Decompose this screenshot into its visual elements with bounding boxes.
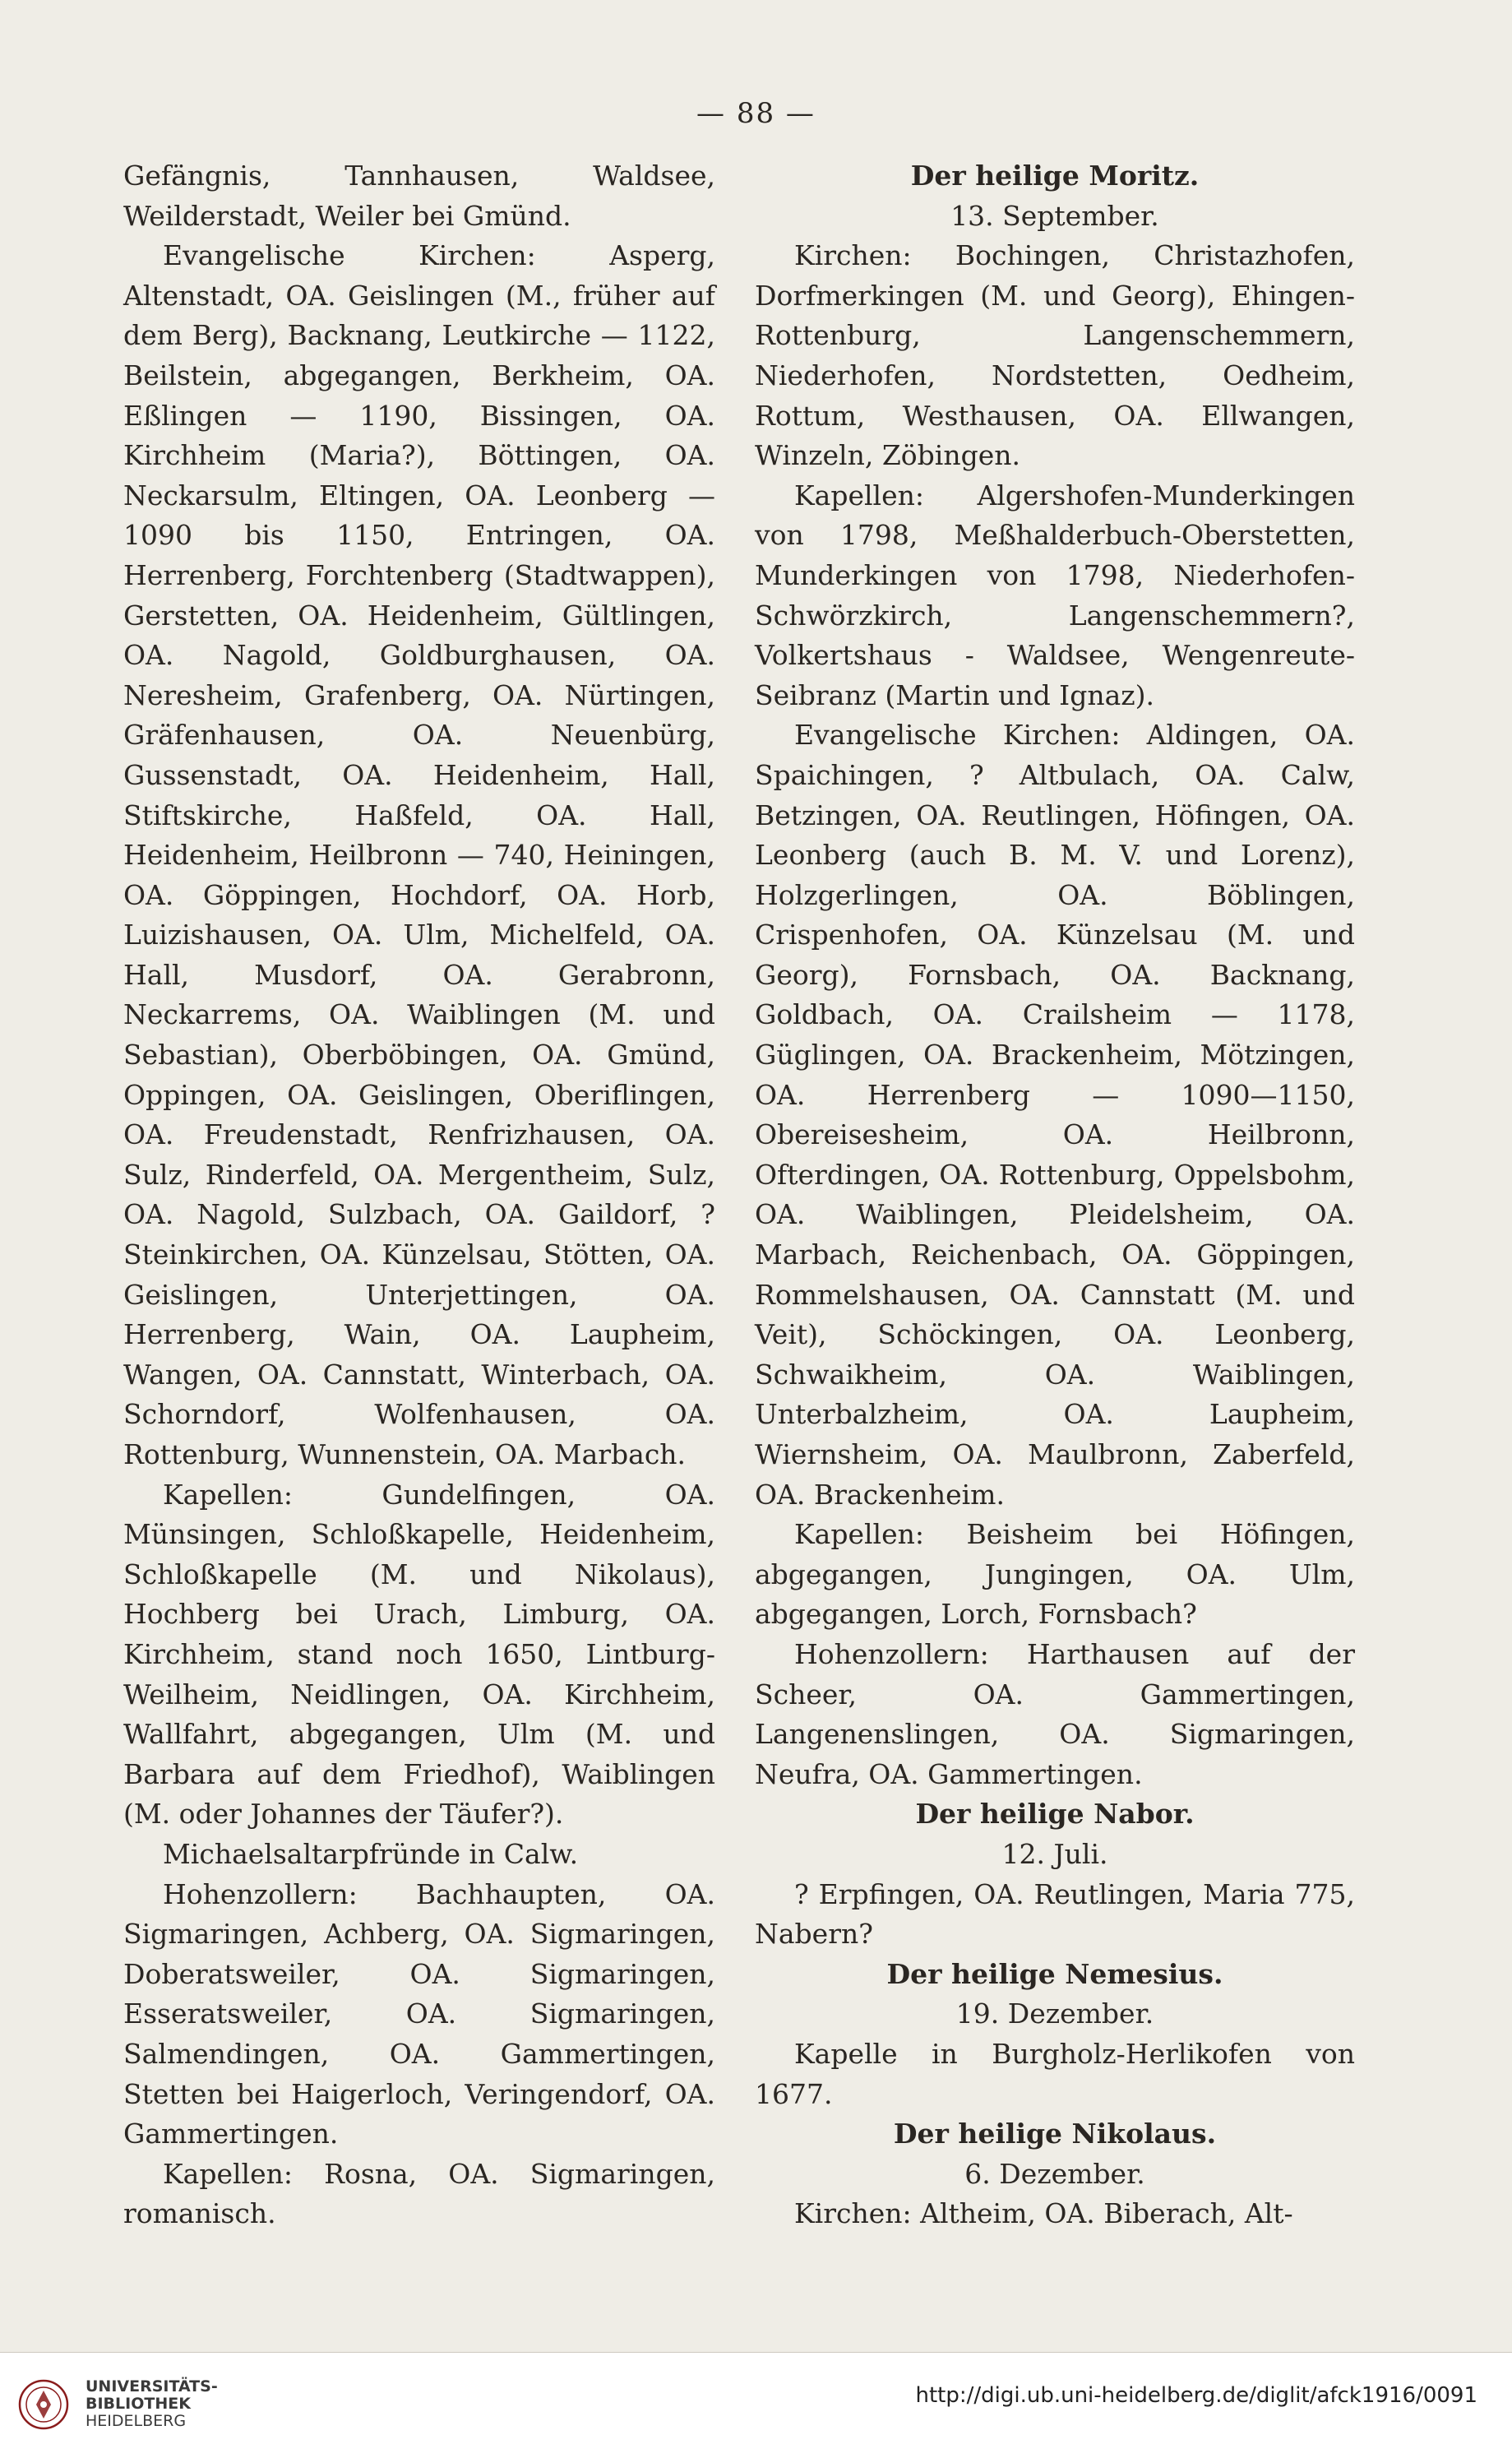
- library-name-line: BIBLIOTHEK: [86, 2395, 191, 2413]
- paragraph: Evangelische Kirchen: Aldingen, OA. Spaichingen, ? Altbulach, OA. Calw, Betzingen, OA. Reutlingen, Höfingen, OA. Leonberg (auch B. M. V. und Lorenz), Holzgerlingen, OA. Böblingen, Crispenhofen, OA. Künzelsau (M. und Georg), Fornsbach, OA. Backnang, Goldbach, OA. Crailsheim — 1178, Güglingen, OA. Brackenheim, Mötzingen, OA. Herrenberg — 1090—1150, Obereisesheim, OA. Heilbronn, Ofterdingen, OA. Rottenburg, Oppelsbohm, OA. Waiblingen, Pleidelsheim, OA. Marbach, Reichenbach, OA. Göppingen, Rommelshausen, OA. Cannstatt (M. und Veit), Schöckingen, OA. Leonberg, Schwaikheim, OA. Waiblingen, Unterbalzheim, OA. Laupheim, Wiernsheim, OA. Maulbronn, Zaberfeld, OA. Brackenheim.: [755, 719, 1355, 1511]
- feast-date: 19. Dezember.: [955, 1997, 1154, 2030]
- library-name: [86, 2378, 218, 2430]
- right-column: [755, 156, 1355, 2234]
- page-number: — 88 —: [696, 97, 816, 130]
- paragraph: Kapellen: Algershofen-Munderkingen von 1798, Meßhalderbuch-Oberstetten, Munderkingen von 1798, Niederhofen-Schwörzkirch, Langenschemmern?, Volkertshaus - Waldsee, Wengenreute-Seibranz (Martin und Ignaz).: [755, 479, 1355, 711]
- section-heading: Der heilige Nikolaus.: [893, 2118, 1217, 2150]
- section-heading: Der heilige Nemesius.: [886, 1957, 1223, 1990]
- feast-date: 6. Dezember.: [964, 2157, 1145, 2190]
- paragraph: Hohenzollern: Bachhaupten, OA. Sigmaringen, Achberg, OA. Sigmaringen, Doberatsweiler, OA. Sigmaringen, Esseratsweiler, OA. Sigmaringen, Salmendingen, OA. Gammertingen, Stetten bei Haigerloch, Veringendorf, OA. Gammertingen.: [123, 1877, 715, 2150]
- section-heading: Der heilige Nabor.: [915, 1798, 1195, 1831]
- paragraph: Michaelsaltarpfründe in Calw.: [163, 1837, 579, 1870]
- paragraph: ? Erpfingen, OA. Reutlingen, Maria 775, Nabern?: [755, 1877, 1355, 1951]
- library-name-line: HEIDELBERG: [86, 2412, 187, 2430]
- paragraph: Kirchen: Altheim, OA. Biberach, Alt-: [794, 2197, 1293, 2230]
- paragraph: Gefängnis, Tannhausen, Waldsee, Weilderstadt, Weiler bei Gmünd.: [123, 160, 715, 232]
- paragraph: Evangelische Kirchen: Asperg, Altenstadt, OA. Geislingen (M., früher auf dem Berg), Backnang, Leutkirche — 1122, Beilstein, abgegangen, Berkheim, OA. Eßlingen — 1190, Bissingen, OA. Kirchheim (Maria?), Böttingen, OA. Neckarsulm, Eltingen, OA. Leonberg — 1090 bis 1150, Entringen, OA. Herrenberg, Forchtenberg (Stadtwappen), Gerstetten, OA. Heidenheim, Gültlingen, OA. Nagold, Goldburghausen, OA. Neresheim, Grafenberg, OA. Nürtingen, Gräfenhausen, OA. Neuenbürg, Gussenstadt, OA. Heidenheim, Hall, Stiftskirche, Haßfeld, OA. Hall, Heidenheim, Heilbronn — 740, Heiningen, OA. Göppingen, Hochdorf, OA. Horb, Luizishausen, OA. Ulm, Michelfeld, OA. Hall, Musdorf, OA. Gerabronn, Neckarrems, OA. Waiblingen (M. und Sebastian), Oberböbingen, OA. Gmünd, Oppingen, OA. Geislingen, Oberiflingen, OA. Freudenstadt, Renfrizhausen, OA. Sulz, Rinderfeld, OA. Mergentheim, Sulz, OA. Nagold, Sulzbach, OA. Gaildorf, ? Steinkirchen, OA. Künzelsau, Stötten, OA. Geislingen, Unterjettingen, OA. Herrenberg, Wain, OA. Laupheim, Wangen, OA. Cannstatt, Winterbach, OA. Schorndorf, Wolfenhausen, OA. Rottenburg, Wunnenstein, OA. Marbach.: [123, 239, 715, 1470]
- library-name-line: UNIVERSITÄTS-: [86, 2377, 218, 2396]
- paragraph: Kapelle in Burgholz-Herlikofen von 1677.: [755, 2037, 1355, 2110]
- source-url-link[interactable]: http://digi.ub.uni-heidelberg.de/diglit/afck1916/0091: [915, 2383, 1477, 2408]
- library-seal-icon: [18, 2379, 69, 2430]
- paragraph: Kirchen: Bochingen, Christazhofen, Dorfmerkingen (M. und Georg), Ehingen-Rottenburg, Langenschemmern, Niederhofen, Nordstetten, Oedheim, Rottum, Westhausen, OA. Ellwangen, Winzeln, Zöbingen.: [755, 239, 1355, 472]
- left-column: [123, 156, 715, 2234]
- section-heading: Der heilige Moritz.: [910, 160, 1200, 192]
- paragraph: Kapellen: Rosna, OA. Sigmaringen, romanisch.: [123, 2157, 715, 2230]
- paragraph: Kapellen: Gundelfingen, OA. Münsingen, Schloßkapelle, Heidenheim, Schloßkapelle (M. und Nikolaus), Hochberg bei Urach, Limburg, OA. Kirchheim, stand noch 1650, Lintburg-Weilheim, Neidlingen, OA. Kirchheim, Wallfahrt, abgegangen, Ulm (M. und Barbara auf dem Friedhof), Waiblingen (M. oder Johannes der Täufer?).: [123, 1478, 715, 1831]
- feast-date: 12. Juli.: [1001, 1837, 1108, 1870]
- feast-date: 13. September.: [950, 199, 1159, 232]
- paragraph: Hohenzollern: Harthausen auf der Scheer, OA. Gammertingen, Langenenslingen, OA. Sigmaringen, Neufra, OA. Gammertingen.: [755, 1637, 1355, 1790]
- paragraph: Kapellen: Beisheim bei Höfingen, abgegangen, Jungingen, OA. Ulm, abgegangen, Lorch, Fornsbach?: [755, 1518, 1355, 1631]
